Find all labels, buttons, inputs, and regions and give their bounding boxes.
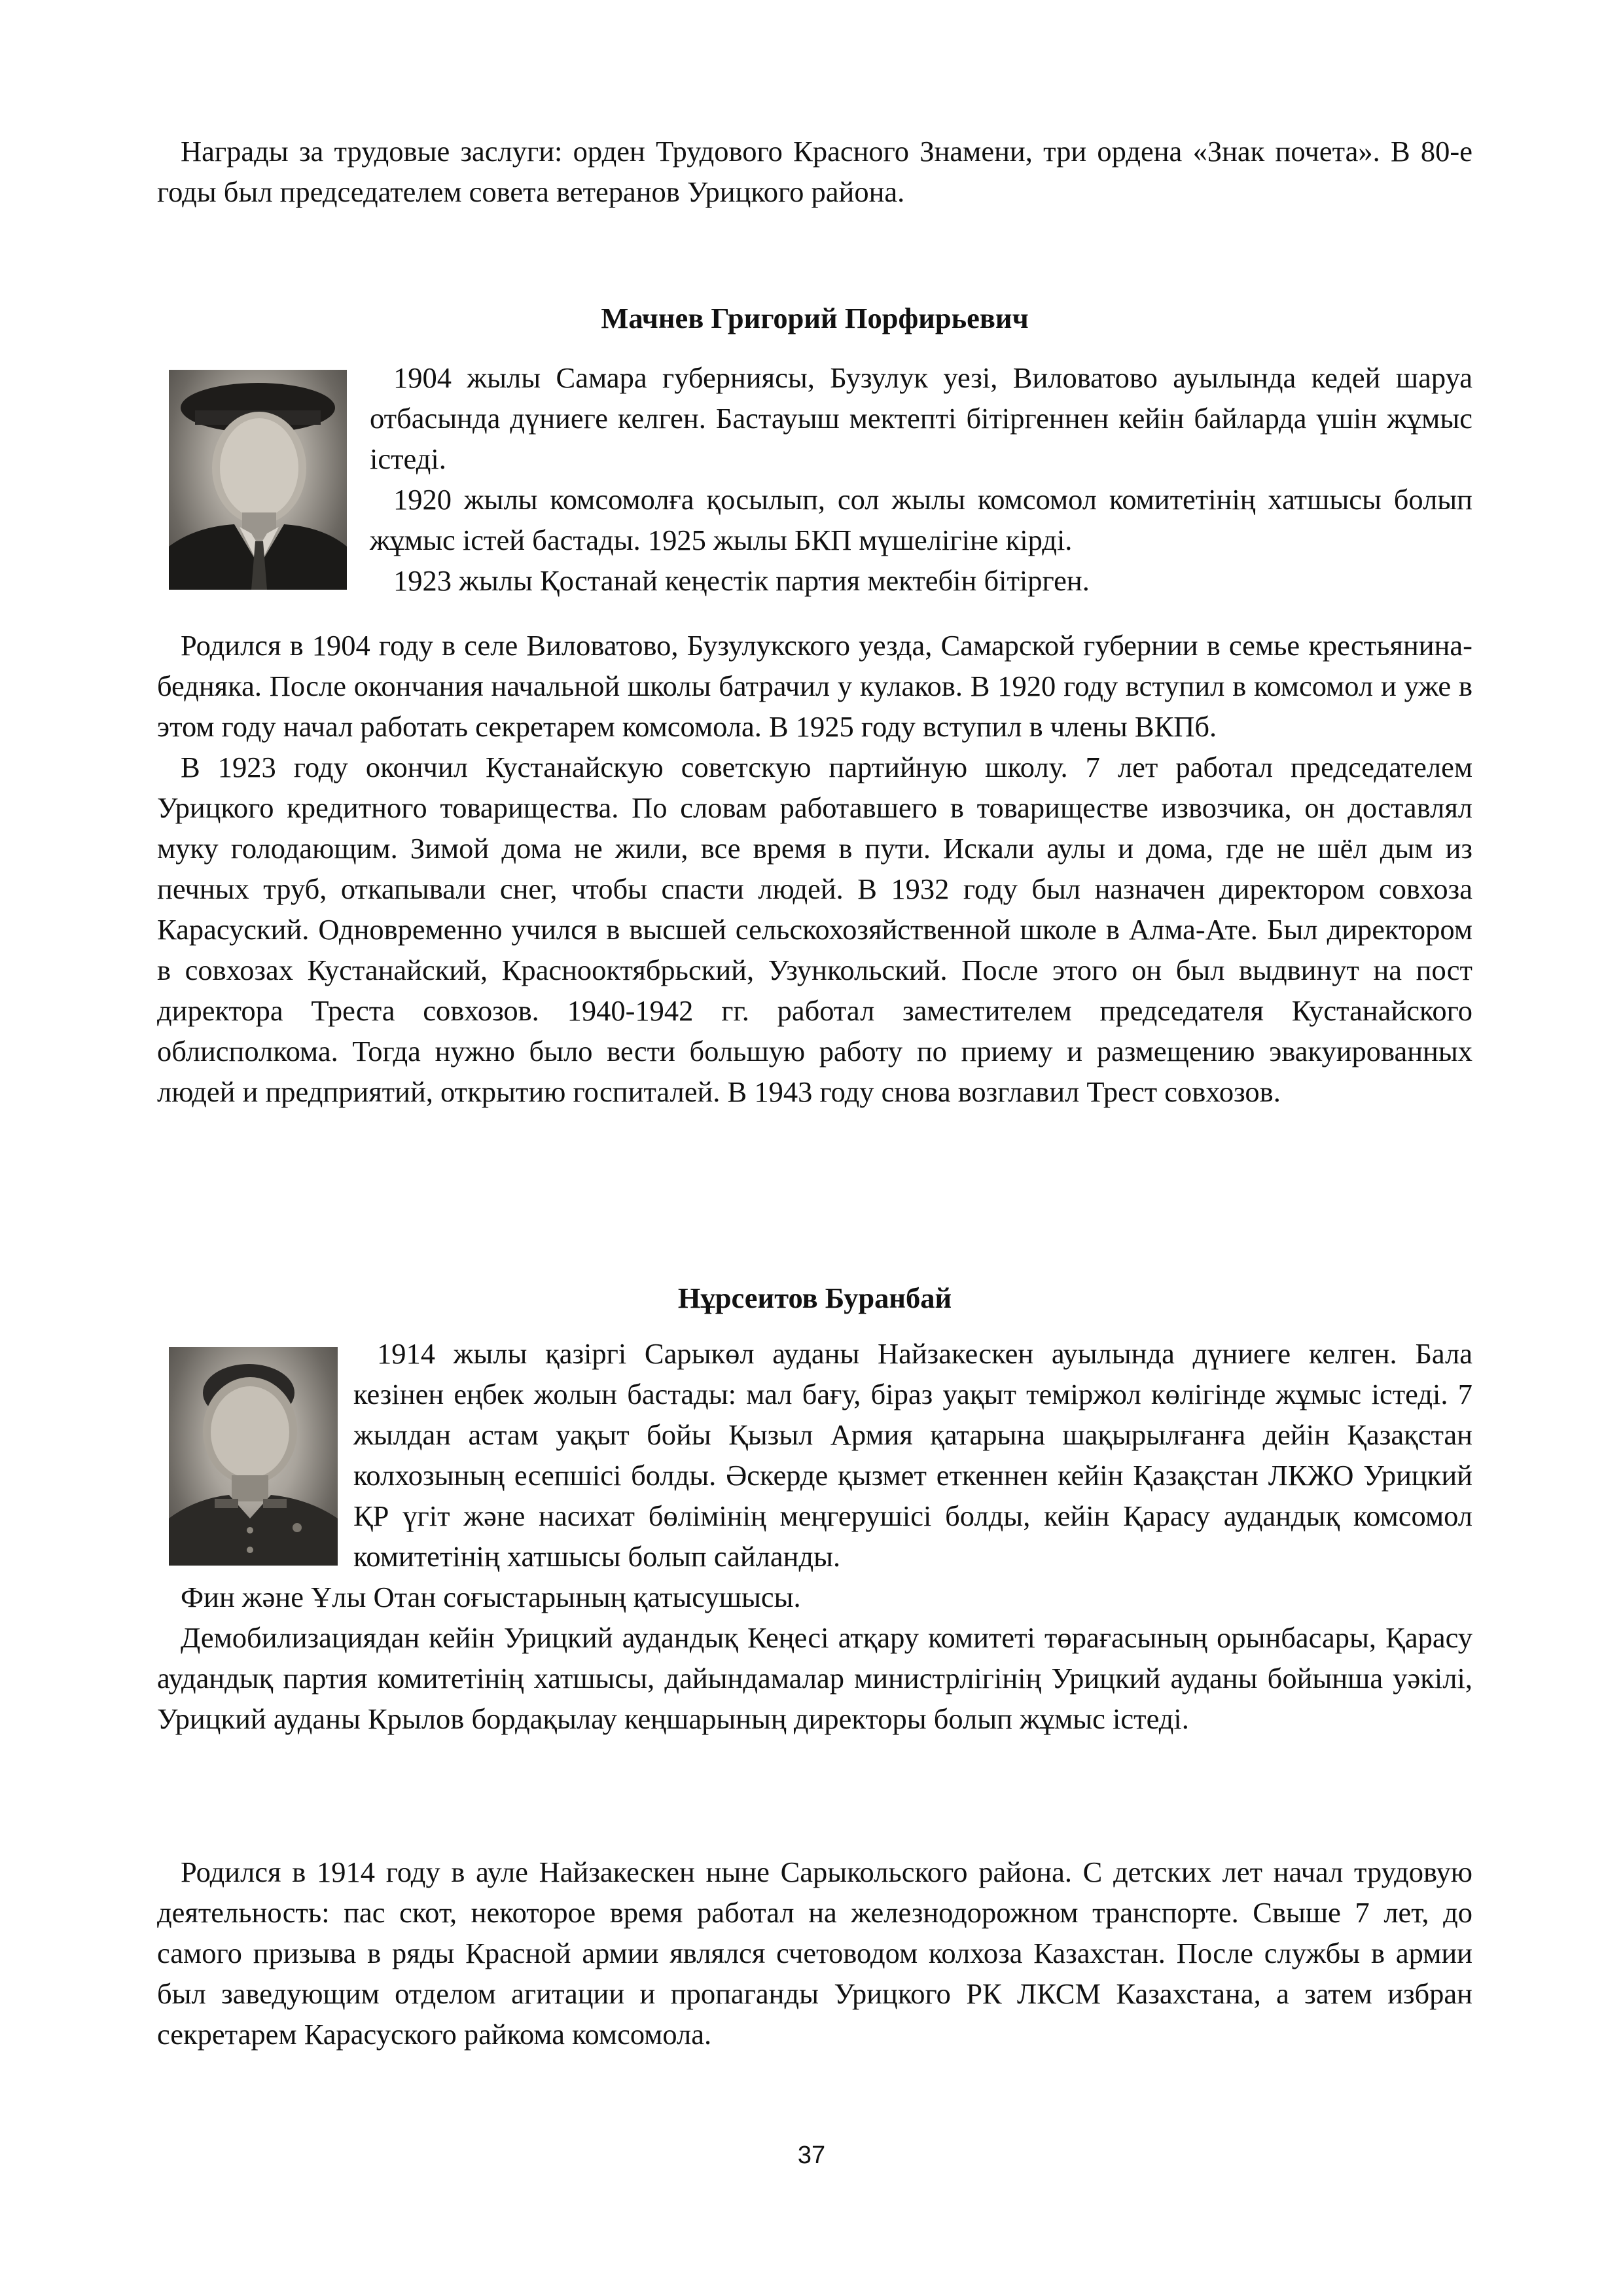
portrait-photo-machnev <box>169 370 347 590</box>
section1-kz-paragraph-1: 1904 жылы Самара губерниясы, Бузулук уезі, Виловатово ауылында кедей шаруа отбасында дүниеге келген. Бастауыш мектепті бітіргеннен кейін байларда үшін жұмыс істеді. <box>370 361 1472 475</box>
section2-title: Нұрсеитов Буранбай <box>677 1282 952 1314</box>
photo-wrap-spacer <box>157 1333 353 1569</box>
section1-ru-paragraph-1: Родился в 1904 году в селе Виловатово, Бузулукского уезда, Самарской губернии в семье крестьянина-бедняка. После окончания начальной школы батрачил у кулаков. В 1920 году вступил в комсомол и уже в этом году начал работать секретарем комсомола. В 1925 году вступил в члены ВКПб. <box>157 629 1472 743</box>
section1-kz-text <box>370 357 1472 601</box>
section1-kz-paragraph-3: 1923 жылы Қостанай кеңестік партия мектебін бітірген. <box>393 564 1090 597</box>
intro-section <box>157 131 1472 212</box>
portrait-silhouette-machnev <box>169 370 347 590</box>
section2-ru-text <box>157 1852 1472 2054</box>
section2-ru-paragraph-1: Родился в 1914 году в ауле Найзакескен ныне Сарыкольского района. С детских лет начал трудовую деятельность: пас скот, некоторое время работал на железнодорожном транспорте. Свыше 7 лет, до самого призыва в ряды Красной армии являлся счетоводом колхоза Казахстан. После службы в армии был заведующим отделом агитации и пропаганды Урицкого РК ЛКСМ Казахстана, а затем избран секретарем Карасуского райкома комсомола. <box>157 1856 1472 2051</box>
section1-title: Мачнев Григорий Порфирьевич <box>601 302 1029 334</box>
intro-paragraph: Награды за трудовые заслуги: орден Трудового Красного Знамени, три ордена «Знак почета». В 80-е годы был председателем совета ветеранов Урицкого района. <box>157 135 1472 208</box>
section1-ru-text <box>157 625 1472 1112</box>
section2-kz-text <box>157 1333 1472 1739</box>
page-number: 37 <box>797 2142 826 2169</box>
section2-kz-paragraph-1: 1914 жылы қазіргі Сарыкөл ауданы Найзакескен ауылында дүниеге келген. Бала кезінен еңбек жолын бастады: мал бағу, біраз уақыт теміржол көлігінде жұмыс істеді. 7 жылдан астам уақыт бойы Қызыл Армия қатарына шақырылғанға дейін Қазақстан колхозының есепшісі болды. Әскерде қызмет еткеннен кейін Қазақстан ЛКЖО Урицкий ҚР үгіт және насихат бөлімінің меңгерушісі болды, кейін Қарасу аудандық комсомол комитетінің хатшысы болып сайланды. <box>353 1337 1472 1573</box>
section2-kz-paragraph-2: Фин және Ұлы Отан соғыстарының қатысушысы. <box>181 1581 801 1613</box>
section2-kz-paragraph-3: Демобилизациядан кейін Урицкий аудандық Кеңесі атқару комитеті төрағасының орынбасары, Қарасу аудандық партия комитетінің хатшысы, дайындамалар министрлігінің Урицкий ауданы бойынша уәкілі, Урицкий ауданы Крылов бордақылау кеңшарының директоры болып жұмыс істеді. <box>157 1621 1472 1735</box>
section1-kz-paragraph-2: 1920 жылы комсомолға қосылып, сол жылы комсомол комитетінің хатшысы болып жұмыс істей бастады. 1925 жылы БКП мүшелігіне кірді. <box>370 483 1472 556</box>
section1-ru-paragraph-2: В 1923 году окончил Кустанайскую советскую партийную школу. 7 лет работал председателем Урицкого кредитного товарищества. По словам работавшего в товариществе извозчика, он доставлял муку голодающим. Зимой дома не жили, все время в пути. Искали аулы и дома, где не шёл дым из печных труб, откапывали снег, чтобы спасти людей. В 1932 году был назначен директором совхоза Карасуский. Одновременно учился в высшей сельскохозяйственной школе в Алма-Ате. Был директором в совхозах Кустанайский, Краснооктябрьский, Узункольский. После этого он был выдвинут на пост директора Треста совхозов. 1940-1942 гг. работал заместителем председателя Кустанайского облисполкома. Тогда нужно было вести большую работу по приему и размещению эвакуированных людей и предприятий, открытию госпиталей. В 1943 году снова возглавил Трест совхозов. <box>157 751 1472 1108</box>
